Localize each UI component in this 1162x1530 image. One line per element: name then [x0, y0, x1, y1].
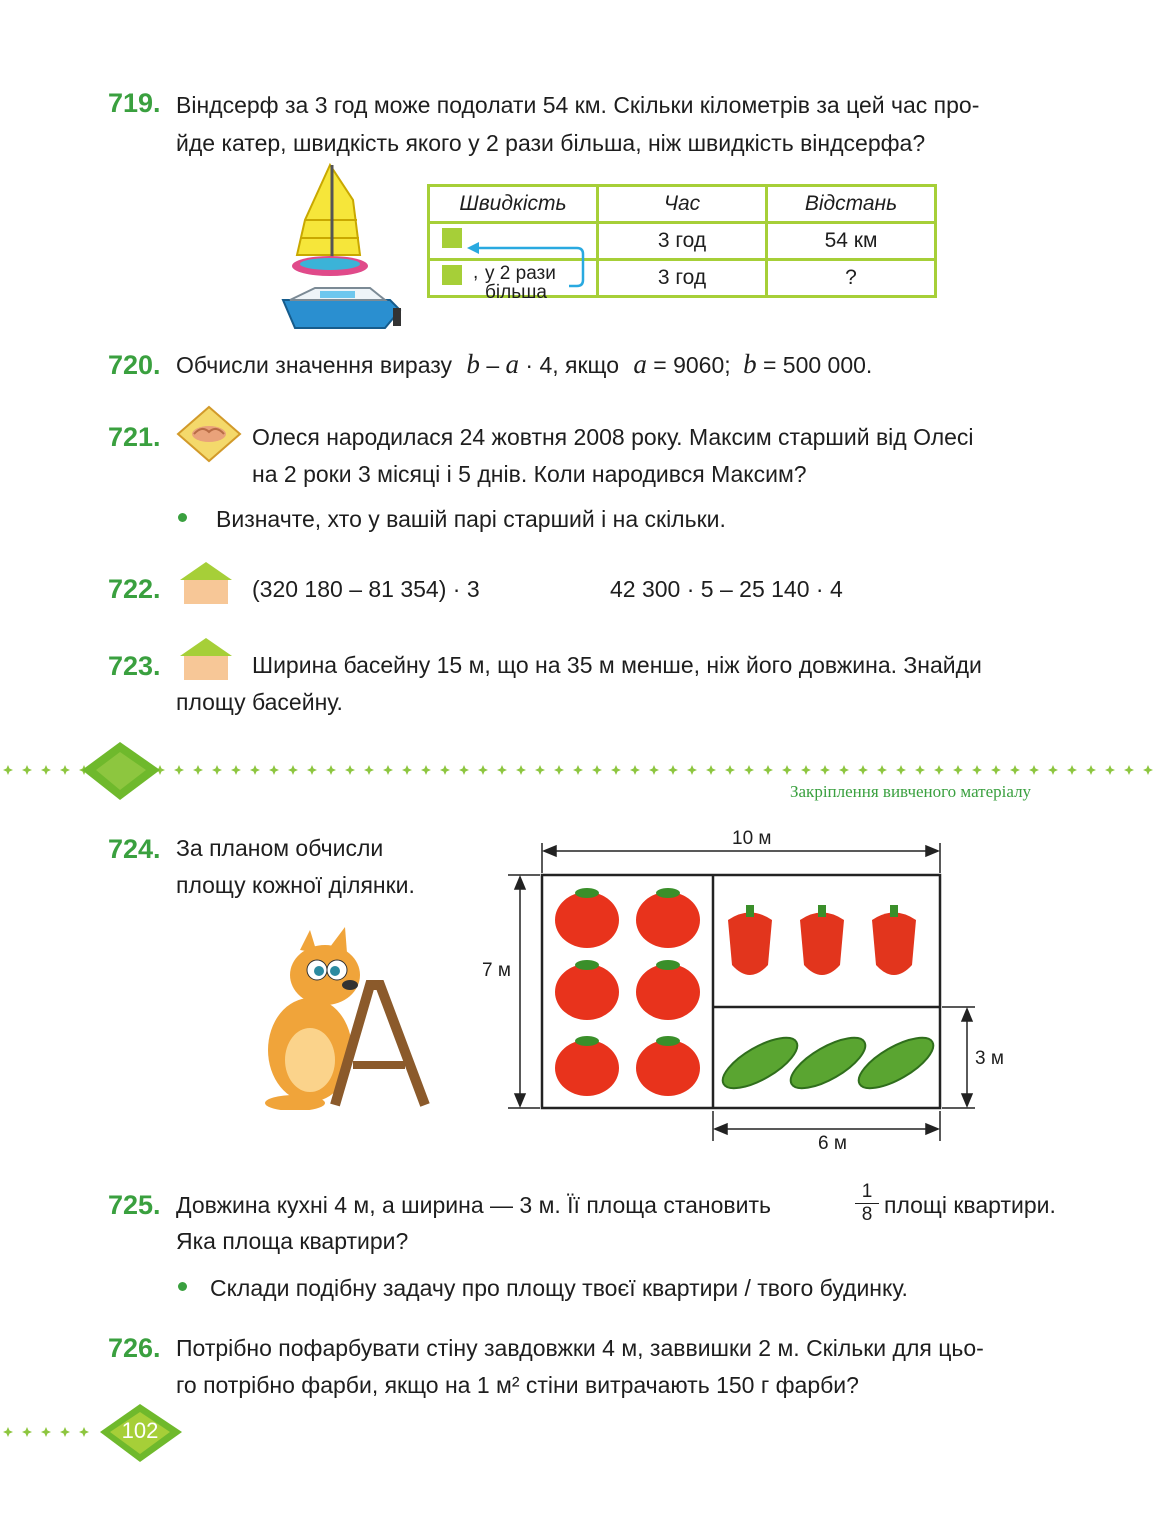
- problem-720-lead: Обчисли значення виразу: [176, 352, 453, 378]
- divider-star: [41, 1427, 51, 1437]
- divider-star: [193, 765, 203, 775]
- divider-star: [744, 765, 754, 775]
- problem-723-number: 723.: [108, 651, 161, 681]
- var-a: a: [505, 349, 519, 379]
- problem-726-line2: го потрібно фарби, якщо на 1 м² стіни витрачають 150 г фарби?: [176, 1372, 859, 1398]
- comparison-label-2: більша: [485, 282, 547, 303]
- divider-star: [364, 765, 374, 775]
- divider-star: [326, 765, 336, 775]
- fraction-numerator: 1: [861, 1181, 873, 1202]
- windsurf-boat-illustration: [275, 160, 410, 335]
- dim-top-10m: 10 м: [732, 828, 772, 849]
- problem-725-bullet: Склади подібну задачу про площу твоєї квартири / твого будинку.: [210, 1275, 908, 1301]
- bullet-dot-2: [178, 1282, 187, 1291]
- problem-721-line1: Олеся народилася 24 жовтня 2008 року. Максим старший від Олесі: [252, 424, 974, 450]
- divider-star: [212, 765, 222, 775]
- problem-725-line2: Яка площа квартири?: [176, 1228, 409, 1254]
- divider-star: [630, 765, 640, 775]
- problem-726-number: 726.: [108, 1333, 161, 1363]
- problem-723-line2: площу басейну.: [176, 689, 343, 715]
- divider-star: [288, 765, 298, 775]
- divider-star: [3, 765, 13, 775]
- divider-star: [953, 765, 963, 775]
- divider-star: [611, 765, 621, 775]
- problem-721-line2: на 2 роки 3 місяці і 5 днів. Коли народився Максим?: [252, 461, 807, 487]
- divider-star: [725, 765, 735, 775]
- time-cell-1: 3 год: [598, 223, 767, 260]
- problem-724-number: 724.: [108, 834, 161, 864]
- divider-star: [801, 765, 811, 775]
- divider-star: [174, 765, 184, 775]
- problem-724-line1: За планом обчисли: [176, 835, 384, 861]
- divider-star: [345, 765, 355, 775]
- mult-four: · 4, якщо: [525, 352, 619, 378]
- divider-star: [820, 765, 830, 775]
- problem-719-line2: йде катер, швидкість якого у 2 рази більша, ніж швидкість віндсерфа?: [176, 130, 926, 156]
- divider-star: [497, 765, 507, 775]
- divider-star: [1010, 765, 1020, 775]
- divider-star: [402, 765, 412, 775]
- dim-bottom-6m: 6 м: [818, 1133, 847, 1154]
- divider-star: [1105, 765, 1115, 775]
- divider-star: [269, 765, 279, 775]
- problem-724-line2: площу кожної ділянки.: [176, 872, 415, 898]
- divider-star: [516, 765, 526, 775]
- problem-723-line1: Ширина басейну 15 м, що на 35 м менше, ніж його довжина. Знайди: [252, 652, 982, 678]
- fraction-one-eighth: [855, 1182, 879, 1225]
- divider-star: [782, 765, 792, 775]
- peppers: [728, 905, 916, 975]
- divider-star: [592, 765, 602, 775]
- tomatoes: [555, 888, 700, 1096]
- windsurf-icon: [292, 165, 368, 276]
- dim-right-3m: 3 м: [975, 1048, 1004, 1069]
- divider-star: [763, 765, 773, 775]
- distance-cell-2: ?: [767, 260, 936, 297]
- minus-sign: –: [486, 352, 500, 378]
- page-number-badge: [0, 1400, 200, 1470]
- comparison-comma: ,: [473, 262, 479, 283]
- divider-star: [421, 765, 431, 775]
- divider-star: [554, 765, 564, 775]
- problem-725-number: 725.: [108, 1190, 161, 1220]
- header-distance: Відстань: [767, 186, 936, 223]
- problem-721-number: 721.: [108, 422, 161, 452]
- problem-722-number: 722.: [108, 574, 161, 604]
- b-value: = 500 000.: [762, 352, 873, 378]
- divider-star: [991, 765, 1001, 775]
- fraction-denominator: 8: [861, 1204, 873, 1225]
- divider-star: [1143, 765, 1153, 775]
- comparison-label-1: у 2 рази: [485, 263, 556, 284]
- divider-star: [877, 765, 887, 775]
- problem-720-text: [176, 345, 872, 384]
- speed-square-2: [442, 265, 462, 285]
- homework-house-icon: [176, 560, 236, 606]
- divider-star: [231, 765, 241, 775]
- var-b-2: b: [743, 349, 757, 379]
- problem-722-expr1: (320 180 – 81 354) · 3: [252, 576, 480, 602]
- divider-star: [839, 765, 849, 775]
- header-speed: Швидкість: [429, 186, 598, 223]
- divider-star: [972, 765, 982, 775]
- divider-star: [3, 1427, 13, 1437]
- section-title: Закріплення вивченого матеріалу: [790, 782, 1032, 801]
- divider-star: [22, 1427, 32, 1437]
- divider-star: [535, 765, 545, 775]
- time-cell-2: 3 год: [598, 260, 767, 297]
- divider-stars: [3, 765, 1153, 775]
- divider-star: [1029, 765, 1039, 775]
- divider-star: [668, 765, 678, 775]
- problem-725-line1a: Довжина кухні 4 м, а ширина — 3 м. Її площа становить: [176, 1192, 772, 1218]
- divider-star: [1067, 765, 1077, 775]
- problem-722-expr2: 42 300 · 5 – 25 140 · 4: [610, 576, 843, 602]
- motorboat-icon: [283, 288, 401, 328]
- bullet-dot: [178, 513, 187, 522]
- divider-star: [459, 765, 469, 775]
- divider-star: [41, 765, 51, 775]
- kangaroo-mascot-illustration: [255, 925, 430, 1110]
- divider-star: [858, 765, 868, 775]
- problem-720-number: 720.: [108, 350, 161, 380]
- header-time: Час: [598, 186, 767, 223]
- divider-star: [22, 765, 32, 775]
- cucumbers: [716, 1028, 941, 1098]
- problem-725-line1b: площі квартири.: [884, 1192, 1056, 1218]
- divider-star: [440, 765, 450, 775]
- divider-star: [250, 765, 260, 775]
- divider-star: [687, 765, 697, 775]
- divider-star: [915, 765, 925, 775]
- divider-star: [1048, 765, 1058, 775]
- garden-plan-diagram: [480, 825, 1040, 1160]
- var-b: b: [466, 349, 480, 379]
- divider-star: [307, 765, 317, 775]
- pair-work-handshake-icon: [176, 405, 242, 463]
- divider-star: [383, 765, 393, 775]
- homework-house-icon-2: [176, 636, 236, 682]
- dim-left-7m: 7 м: [482, 960, 511, 981]
- divider-star: [934, 765, 944, 775]
- var-a-2: a: [633, 349, 647, 379]
- divider-star: [1124, 765, 1134, 775]
- a-value: = 9060;: [653, 352, 731, 378]
- page-number: 102: [121, 1418, 159, 1443]
- divider-star: [478, 765, 488, 775]
- problem-726-line1: Потрібно пофарбувати стіну завдовжки 4 м, заввишки 2 м. Скільки для цьо-: [176, 1335, 984, 1361]
- distance-cell-1: 54 км: [767, 223, 936, 260]
- problem-719-number: 719.: [108, 88, 161, 118]
- divider-star: [896, 765, 906, 775]
- problem-719-line1: Віндсерф за 3 год може подолати 54 км. Скільки кілометрів за цей час про-: [176, 92, 980, 118]
- divider-star: [60, 765, 70, 775]
- divider-star: [649, 765, 659, 775]
- divider-star: [1086, 765, 1096, 775]
- divider-star: [573, 765, 583, 775]
- problem-721-bullet: Визначте, хто у вашій парі старший і на скільки.: [216, 506, 726, 532]
- speed-square-1: [442, 228, 462, 248]
- divider-star: [79, 1427, 89, 1437]
- divider-star: [706, 765, 716, 775]
- divider-star: [60, 1427, 70, 1437]
